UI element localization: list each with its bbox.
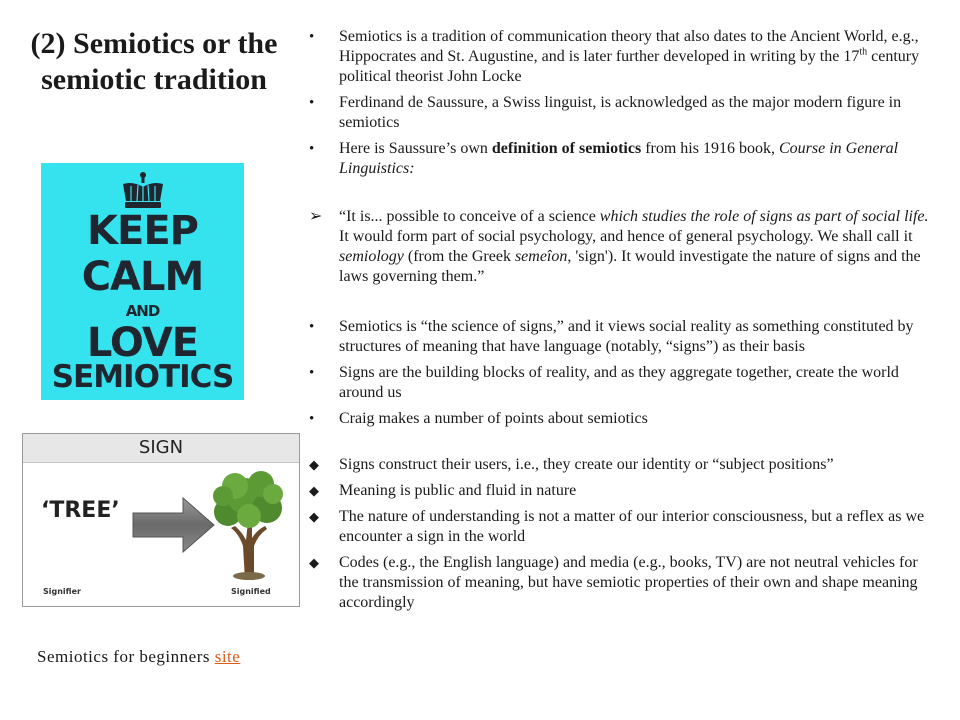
bullet-text-tail: century political theorist John Locke (339, 48, 920, 85)
bullet-text: Ferdinand de Saussure, a Swiss linguist, is acknowledged as the major modern figure in semiotics (339, 94, 902, 131)
quote-italic: semiology (339, 248, 404, 265)
slide-title: (2) Semiotics or the semiotic tradition (30, 27, 278, 96)
sub-bullet-text: The nature of understanding is not a matter of our interior consciousness, but a reflex as we encounter a sign in the world (339, 508, 925, 545)
bullet-list (307, 27, 932, 613)
round-bullet-icon: • (309, 411, 315, 427)
quote-text: “It is... possible to conceive of a science (339, 208, 600, 225)
diamond-bullet-icon: ◆ (309, 483, 319, 498)
bullet-text: Semiotics is “the science of signs,” and it views social reality as something constituted by structures of meaning that have language (notably, “signs”) as their basis (339, 318, 914, 355)
diamond-bullet-icon: ◆ (309, 509, 319, 524)
bullet-text: Here is Saussure’s own (339, 140, 492, 157)
signifier-caption: Signifier (43, 587, 81, 596)
superscript: th (859, 46, 868, 58)
poster-line-love: LOVE (86, 320, 199, 366)
quote-italic: semeîon (514, 248, 568, 265)
round-bullet-icon: • (309, 95, 315, 111)
sign-header-label: SIGN (138, 437, 184, 458)
site-link[interactable]: site (214, 647, 241, 666)
sub-bullet-text: Codes (e.g., the English language) and media (e.g., books, TV) are not neutral vehicles for the transmission of meaning, but have semiotic properties of their own and shape meaning accordingly (339, 554, 918, 611)
diamond-bullet-icon: ◆ (309, 555, 319, 570)
sub-bullet-item (307, 553, 932, 613)
quote-text: (from the Greek (403, 248, 515, 265)
bullet-item (307, 27, 932, 87)
signified-caption: Signified (231, 587, 271, 596)
sub-bullet-item (307, 481, 932, 501)
right-arrow-icon (133, 498, 214, 552)
round-bullet-icon: • (309, 319, 315, 335)
poster-line-semiotics: SEMIOTICS (51, 359, 234, 395)
poster-line-and: AND (125, 302, 160, 320)
bullet-item (307, 317, 932, 357)
bullet-text-mid: from his 1916 book, (641, 140, 779, 157)
sub-bullet-text: Signs construct their users, i.e., they create our identity or “subject positions” (339, 456, 834, 473)
quote-item (307, 207, 932, 287)
crown-icon (121, 171, 165, 211)
sub-bullet-item (307, 455, 932, 475)
sign-diagram (22, 433, 300, 607)
footer-caption (37, 647, 240, 667)
signifier-word: ‘TREE’ (41, 498, 120, 523)
poster-line-calm: CALM (81, 254, 204, 300)
bullet-item (307, 93, 932, 133)
sign-diagram-graphics (23, 434, 299, 606)
quote-text: It would form part of social psychology, and hence of general psychology. We shall call it (339, 228, 913, 245)
round-bullet-icon: • (309, 29, 315, 45)
round-bullet-icon: • (309, 141, 315, 157)
round-bullet-icon: • (309, 365, 315, 381)
bullet-item (307, 363, 932, 403)
sub-bullet-item (307, 507, 932, 547)
bullet-item (307, 409, 932, 429)
book-title: Course in General Linguistics: (339, 140, 899, 177)
bullet-text: Semiotics is a tradition of communication theory that also dates to the Ancient World, e.g., Hippocrates and St. Augustine, and is later further developed in writing by the 17 (339, 28, 919, 65)
tree-icon (213, 471, 283, 580)
bullet-text: Craig makes a number of points about semiotics (339, 410, 648, 427)
bullet-text: Signs are the building blocks of reality, and as they aggregate together, create the world around us (339, 364, 899, 401)
arrowhead-bullet-icon: ➢ (309, 208, 323, 225)
keep-calm-poster (41, 163, 244, 400)
bullet-item (307, 139, 932, 179)
footer-text: Semiotics for beginners (37, 647, 215, 666)
bullet-bold-text: definition of semiotics (491, 140, 642, 157)
quote-text: , 'sign'). It would investigate the nature of signs and the laws governing them.” (339, 248, 921, 285)
diamond-bullet-icon: ◆ (309, 457, 319, 472)
quote-italic: which studies the role of signs as part of social life. (599, 208, 929, 225)
poster-line-keep: KEEP (87, 208, 198, 254)
sub-bullet-text: Meaning is public and fluid in nature (339, 482, 577, 499)
